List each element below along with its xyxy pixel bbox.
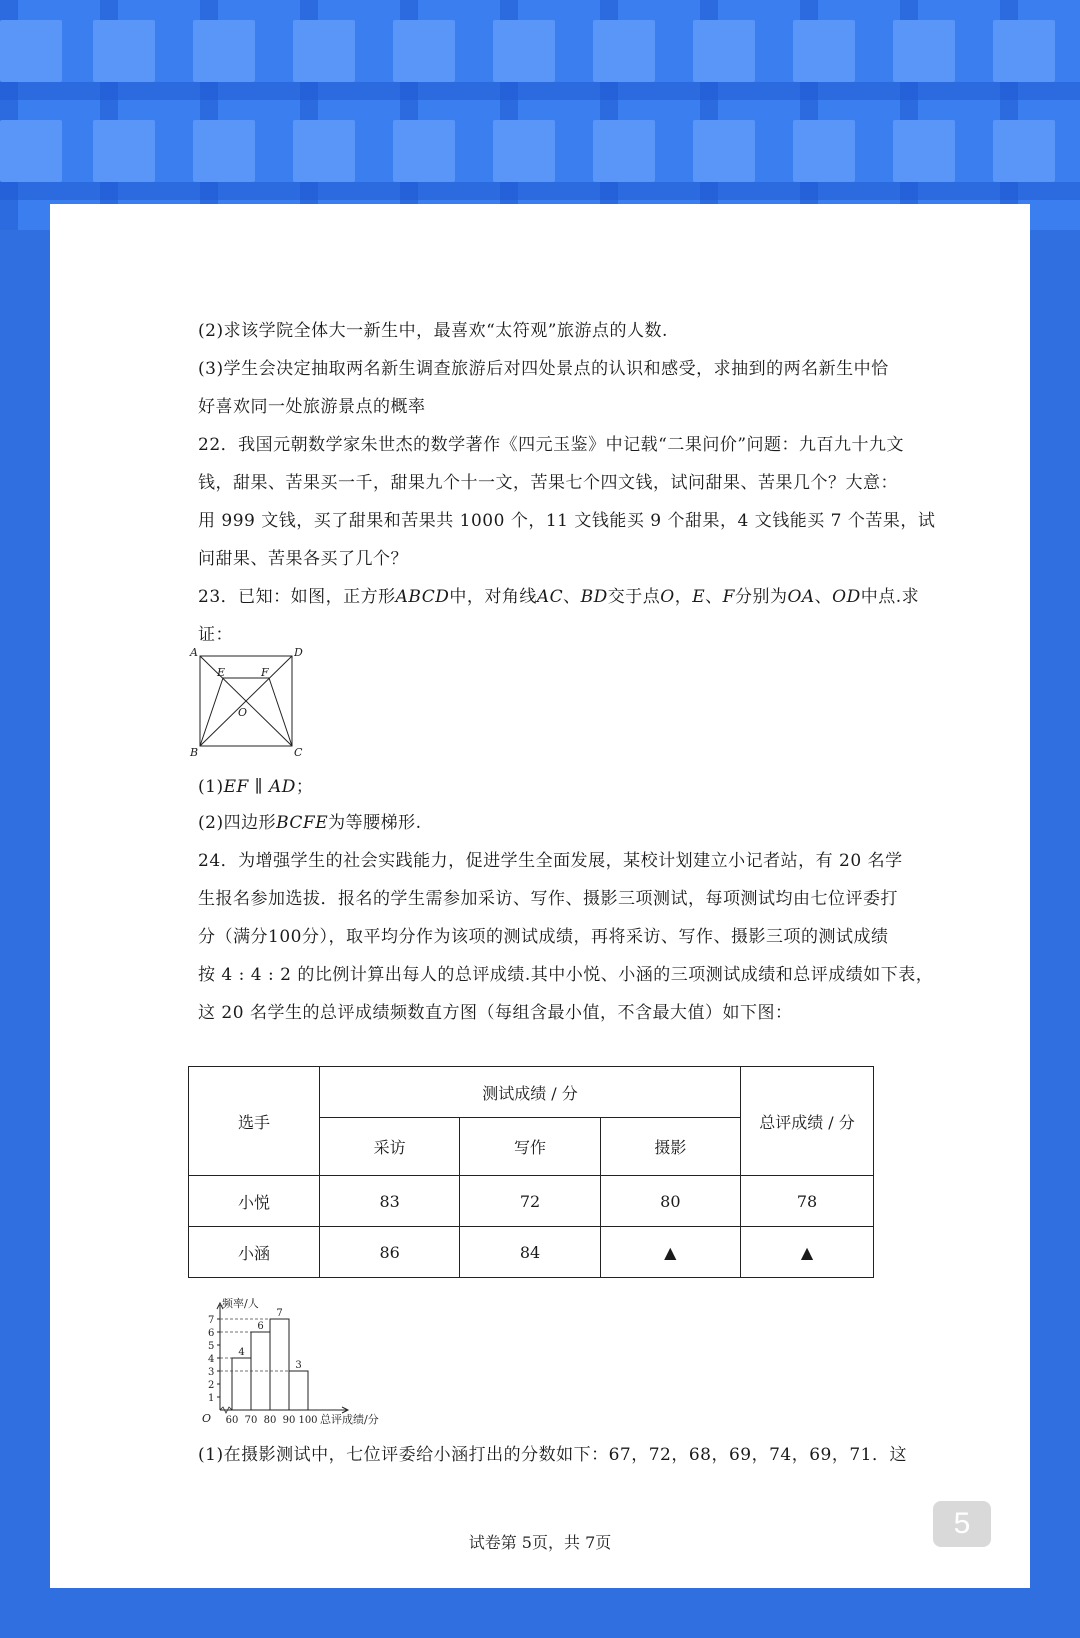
label-b: B [190, 746, 199, 758]
label-f: F [261, 666, 269, 679]
bar-value-label: 6 [257, 1321, 264, 1332]
subheader-photo: 摄影 [600, 1118, 740, 1176]
label-d: D [294, 646, 303, 659]
q22-line3: 用 999 文钱，买了甜果和苦果共 1000 个，11 文钱能买 9 个甜果，4 文钱能买 7 个苦果，试 [198, 511, 936, 531]
q22-line2: 钱，甜果、苦果买一千，甜果九个十一文，苦果七个四文钱，试问甜果、苦果几个？大意： [198, 473, 898, 493]
q24-line4: 按 4 : 4 : 2 的比例计算出每人的总评成绩.其中小悦、小涵的三项测试成绩和总评成绩如下表， [198, 965, 934, 985]
y-tick-label: 6 [208, 1328, 215, 1339]
y-tick-label: 5 [208, 1341, 215, 1352]
exam-page [50, 204, 1030, 1588]
bar-value-label: 3 [295, 1360, 302, 1371]
page-footer: 试卷第 5页，共 7页 [468, 1533, 612, 1552]
histogram-bar [270, 1319, 289, 1410]
label-c: C [294, 746, 303, 758]
q22-line4: 问甜果、苦果各买了几个？ [198, 549, 408, 569]
subheader-writing: 写作 [460, 1118, 600, 1176]
q23-part2: (2)四边形BCFE为等腰梯形. [198, 813, 422, 833]
header-pattern [0, 0, 1080, 230]
score-table [188, 1066, 874, 1278]
histogram-bar [232, 1358, 251, 1410]
q24-line2: 生报名参加选拔．报名的学生需参加采访、写作、摄影三项测试，每项测试均由七位评委打 [198, 889, 898, 909]
label-a: A [190, 646, 198, 659]
y-tick-label: 7 [208, 1315, 215, 1326]
histogram-bar [289, 1371, 308, 1410]
subheader-interview: 采访 [320, 1118, 460, 1176]
x-axis-label: 总评成绩/分 [320, 1413, 379, 1426]
y-tick-label: 2 [208, 1380, 215, 1391]
q23-line1: 23．已知：如图，正方形ABCD中，对角线AC、BD交于点O，E、F分别为OA、OD中点.求 [198, 587, 920, 607]
x-tick-label: 80 [263, 1415, 277, 1426]
table-row: 小涵 86 84 ▲ ▲ [189, 1227, 874, 1278]
label-e: E [217, 666, 226, 679]
q24-line3: 分（满分100分），取平均分作为该项的测试成绩，再将采访、写作、摄影三项的测试成绩 [198, 927, 889, 947]
label-o: O [238, 706, 248, 719]
table-row: 小悦 83 72 80 78 [189, 1176, 874, 1227]
bar-value-label: 4 [238, 1347, 245, 1358]
x-tick-label: 60 [225, 1415, 239, 1426]
bar-value-label: 7 [276, 1308, 283, 1319]
header-test-scores: 测试成绩 / 分 [320, 1067, 741, 1118]
q23-line2: 证： [198, 625, 233, 645]
q21-part3-line1: (3)学生会决定抽取两名新生调查旅游后对四处景点的认识和感受，求抽到的两名新生中恰 [198, 359, 889, 379]
segment-be [200, 678, 223, 746]
square-figure [188, 646, 308, 758]
q24-line1: 24．为增强学生的社会实践能力，促进学生全面发展，某校计划建立小记者站，有 20 名学 [198, 851, 903, 871]
header-player: 选手 [189, 1067, 320, 1176]
q23-part1: (1)EF ∥ AD； [198, 777, 314, 797]
q21-part3-line2: 好喜欢同一处旅游景点的概率 [198, 397, 426, 417]
y-tick-label: 1 [208, 1393, 215, 1404]
header-total: 总评成绩 / 分 [741, 1067, 874, 1176]
x-tick-label: 100 [298, 1415, 318, 1426]
q21-part2: (2)求该学院全体大一新生中，最喜欢“太符观”旅游点的人数. [198, 321, 668, 341]
q22-line1: 22．我国元朝数学家朱世杰的数学著作《四元玉鉴》中记载“二果问价”问题：九百九十九文 [198, 435, 905, 455]
segment-cf [269, 678, 292, 746]
x-tick-label: 90 [282, 1415, 296, 1426]
y-tick-label: 3 [208, 1367, 215, 1378]
page-number-badge: 5 [933, 1501, 991, 1547]
origin-label: O [202, 1412, 212, 1425]
y-tick-label: 4 [208, 1354, 215, 1365]
y-axis-label: 频率/人 [222, 1297, 259, 1310]
histogram-chart [198, 1288, 418, 1428]
x-tick-label: 70 [244, 1415, 258, 1426]
q24-line5: 这 20 名学生的总评成绩频数直方图（每组含最小值，不含最大值）如下图： [198, 1003, 793, 1023]
q24-part1: (1)在摄影测试中，七位评委给小涵打出的分数如下：67，72，68，69，74，69，71．这 [198, 1445, 908, 1465]
